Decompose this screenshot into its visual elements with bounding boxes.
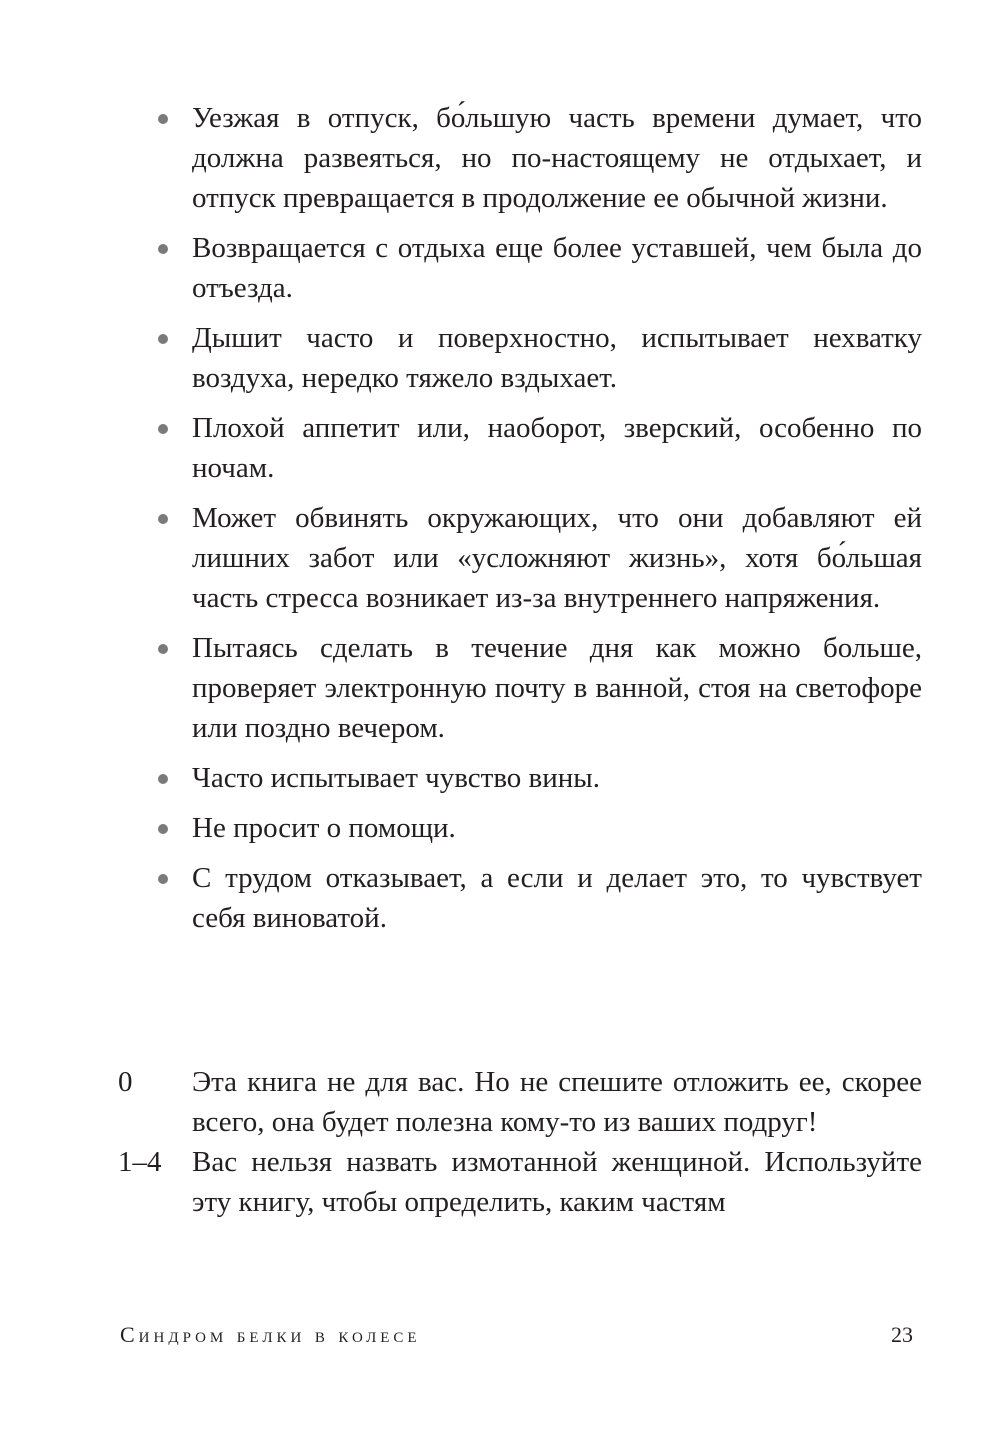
list-item-text: Не просит о помощи. bbox=[192, 812, 456, 844]
list-item bbox=[150, 628, 922, 748]
bullet-icon bbox=[158, 424, 168, 434]
list-item bbox=[150, 758, 922, 798]
list-item bbox=[150, 498, 922, 618]
list-item-text: Часто испытывает чувство вины. bbox=[192, 762, 601, 794]
list-item bbox=[150, 808, 922, 848]
bullet-icon bbox=[158, 774, 168, 784]
score-text: Вас нельзя назвать измотанной женщиной. Используйте эту книгу, чтобы определить, каким частям bbox=[192, 1146, 922, 1218]
bullet-icon bbox=[158, 334, 168, 344]
list-item-text: Уезжая в отпуск, бо́льшую часть времени думает, что должна развеяться, но по-настоящему не отдыхает, и отпуск превращается в продолжение ее обычной жизни. bbox=[192, 102, 922, 214]
bullet-icon bbox=[158, 644, 168, 654]
score-text: Эта книга не для вас. Но не спешите отложить ее, скорее всего, она будет полезна кому-то из ваших подруг! bbox=[192, 1066, 922, 1138]
list-item-text: Дышит часто и поверхностно, испытывает нехватку воздуха, нередко тяжело вздыхает. bbox=[192, 322, 922, 394]
page-footer bbox=[120, 1322, 913, 1362]
score-range: 0 bbox=[118, 1066, 133, 1098]
list-item-text: Возвращается с отдыха еще более уставшей, чем была до отъезда. bbox=[192, 232, 922, 304]
list-item bbox=[150, 228, 922, 308]
score-row bbox=[118, 1062, 922, 1142]
list-item bbox=[150, 858, 922, 938]
score-interpretation bbox=[118, 1062, 922, 1222]
list-item-text: Может обвинять окружающих, что они добавляют ей лишних забот или «усложняют жизнь», хотя бо́льшая часть стресса возникает из-за внутреннего напряжения. bbox=[192, 502, 922, 614]
bullet-icon bbox=[158, 874, 168, 884]
bullet-icon bbox=[158, 114, 168, 124]
score-row bbox=[118, 1142, 922, 1222]
list-item-text: Пытаясь сделать в течение дня как можно больше, проверяет электронную почту в ванной, стоя на светофоре или поздно вечером. bbox=[192, 632, 922, 744]
running-title: Синдром белки в колесе bbox=[120, 1322, 421, 1347]
list-item bbox=[150, 408, 922, 488]
page-number: 23 bbox=[891, 1322, 913, 1347]
list-item-text: Плохой аппетит или, наоборот, зверский, особенно по ночам. bbox=[192, 412, 922, 484]
symptom-list bbox=[150, 98, 922, 948]
bullet-icon bbox=[158, 514, 168, 524]
list-item bbox=[150, 318, 922, 398]
list-item bbox=[150, 98, 922, 218]
bullet-icon bbox=[158, 824, 168, 834]
list-item-text: С трудом отказывает, а если и делает это, то чувствует себя виноватой. bbox=[192, 862, 922, 934]
score-range: 1–4 bbox=[118, 1146, 162, 1178]
bullet-icon bbox=[158, 244, 168, 254]
